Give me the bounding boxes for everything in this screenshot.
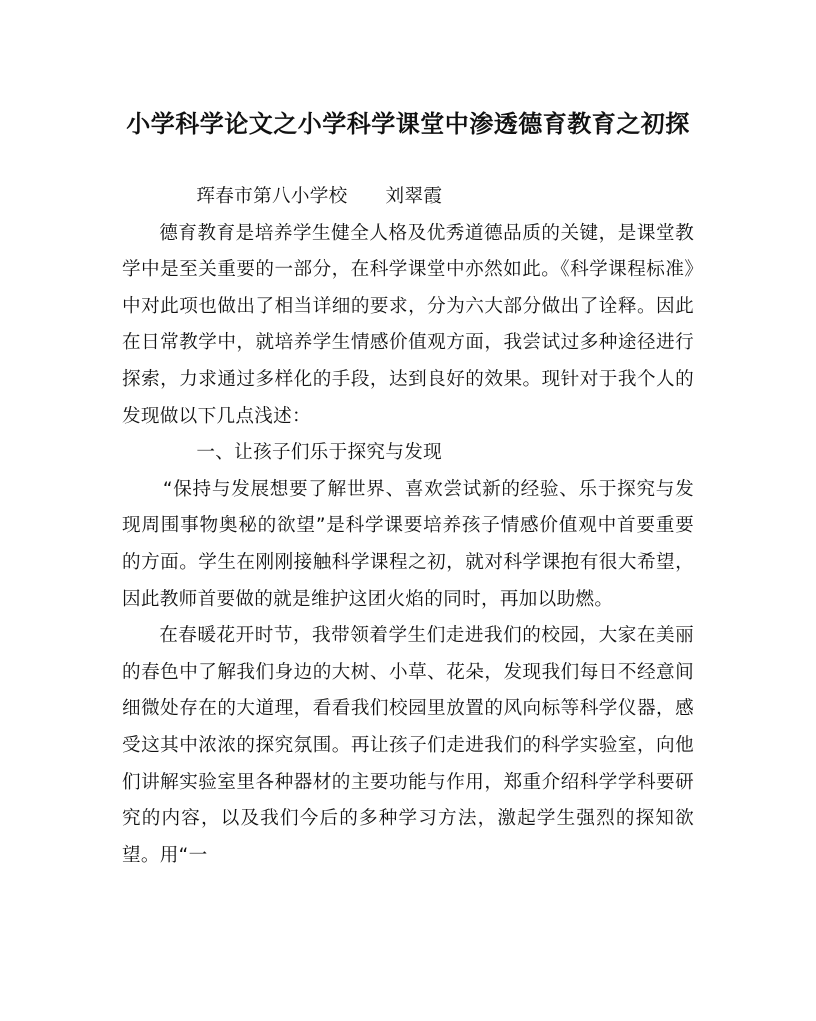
- section-paragraph: 在春暖花开时节，我带领着学生们走进我们的校园，大家在美丽的春色中了解我们身边的大树、小草、花朵，发现我们每日不经意间细微处存在的大道理，看看我们校园里放置的风向标等科学仪器，感受这其中浓浓的探究氛围。再让孩子们走进我们的科学实验室，向他们讲解实验室里各种器材的主要功能与作用，郑重介绍科学学科要研究的内容，以及我们今后的多种学习方法，激起学生强烈的探知欲望。用“一: [122, 625, 694, 866]
- section-heading: 一、让孩子们乐于探究与发现: [196, 442, 443, 464]
- section-paragraph: “保持与发展想要了解世界、喜欢尝试新的经验、乐于探究与发现周围事物奥秘的欲望”是科学课要培养孩子情感价值观中首要重要的方面。学生在刚刚接触科学课程之初，就对科学课抱有很大希望，因此教师首要做的就是维护这团火焰的同时，再加以助燃。: [122, 478, 694, 610]
- document-body: [122, 179, 694, 874]
- intro-paragraph: 德育教育是培养学生健全人格及优秀道德品质的关键，是课堂教学中是至关重要的一部分，在科学课堂中亦然如此。《科学课程标准》中对此项也做出了相当详细的要求，分为六大部分做出了诠释。因此在日常教学中，就培养学生情感价值观方面，我尝试过多种途径进行探索，力求通过多样化的手段，达到良好的效果。现针对于我个人的发现做以下几点浅述：: [122, 222, 694, 427]
- document-title: 小学科学论文之小学科学课堂中渗透德育教育之初探: [126, 109, 690, 138]
- author-name: 刘翠霞: [385, 186, 443, 207]
- byline: [122, 179, 694, 216]
- school-name: 珲春市第八小学校: [196, 186, 348, 207]
